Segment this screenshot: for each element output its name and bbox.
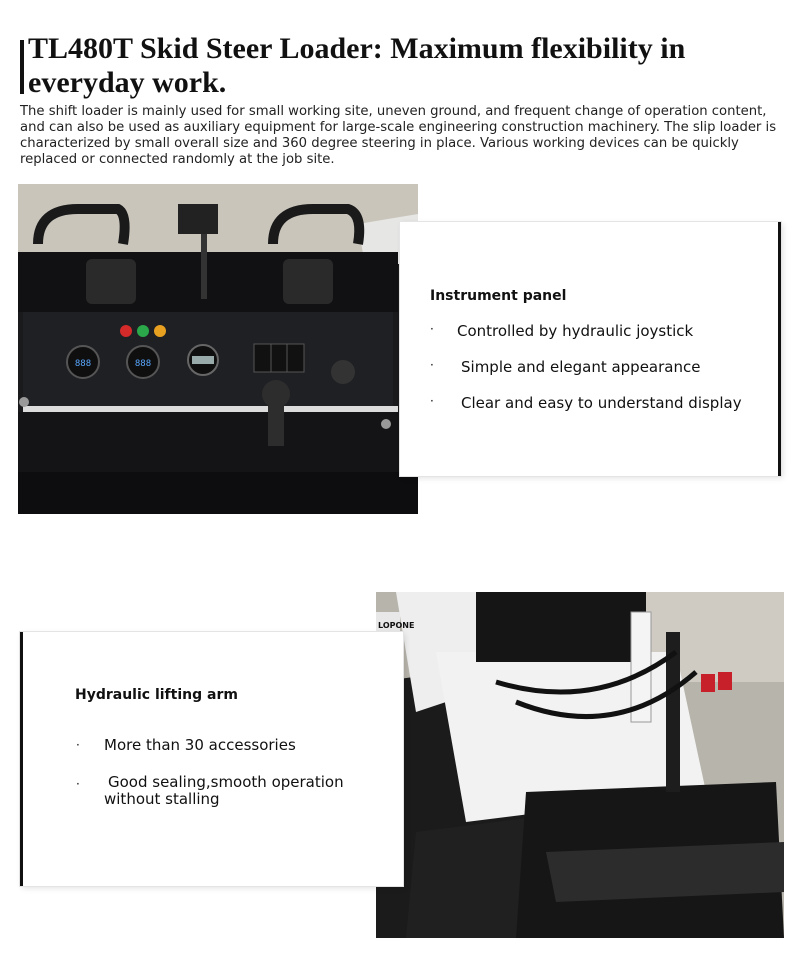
- list-item: · More than 30 accessories: [76, 736, 296, 754]
- list-item: · Simple and elegant appearance: [430, 358, 701, 376]
- instrument-panel-photo: [18, 184, 418, 514]
- instrument-panel-card: [400, 222, 781, 476]
- bullet: ·: [76, 777, 80, 791]
- section-heading: Instrument panel: [430, 288, 567, 304]
- gauge-1-readout: 888: [74, 359, 92, 369]
- bullet: ·: [430, 322, 434, 336]
- section-heading: Hydraulic lifting arm: [75, 687, 238, 703]
- list-item: · Controlled by hydraulic joystick: [430, 322, 694, 340]
- hydraulic-arm-photo: [376, 592, 784, 938]
- bullet: ·: [430, 394, 434, 408]
- intro-paragraph: The shift loader is mainly used for small working site, uneven ground, and frequent change of operation content, and can also be used as auxiliary equipment for large-scale engineering construction machinery. The slip loader is characterized by small overall size and 360 degree steering in place. Various working devices can be quickly replaced or connected randomly at the job site.: [20, 104, 777, 167]
- list-item: · Clear and easy to understand display: [430, 394, 742, 412]
- hydraulic-arm-card: [20, 632, 403, 886]
- page-title: TL480T Skid Steer Loader: Maximum flexibility in everyday work.: [28, 32, 686, 99]
- feature-list: [76, 736, 376, 808]
- list-item: · Good sealing,smooth operation without stalling: [76, 773, 344, 808]
- gauge-2-readout: 888: [134, 359, 152, 369]
- feature-list: [430, 322, 770, 430]
- bullet: ·: [430, 358, 434, 372]
- title-accent-bar: [20, 40, 24, 94]
- brand-logo-text: LOPONE: [378, 621, 415, 630]
- bullet: ·: [76, 738, 80, 752]
